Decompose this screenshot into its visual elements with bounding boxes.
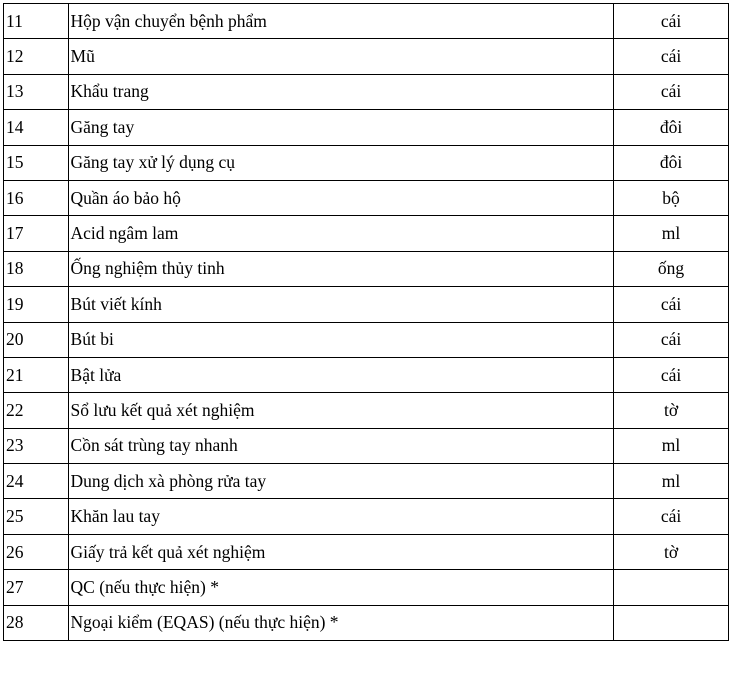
unit-cell: tờ (614, 534, 729, 569)
item-name-cell: Găng tay (68, 110, 614, 145)
unit-cell: ống (614, 251, 729, 286)
row-number-cell: 23 (4, 428, 69, 463)
row-number-cell: 15 (4, 145, 69, 180)
unit-cell: tờ (614, 393, 729, 428)
table-row (4, 180, 729, 215)
unit-cell: ml (614, 464, 729, 499)
row-number-cell: 18 (4, 251, 69, 286)
table-row (4, 216, 729, 251)
item-name-cell: Bật lửa (68, 357, 614, 392)
row-number-cell: 21 (4, 357, 69, 392)
item-name-cell: Bút bi (68, 322, 614, 357)
table-row (4, 534, 729, 569)
unit-cell: đôi (614, 145, 729, 180)
item-name-cell: Dung dịch xà phòng rửa tay (68, 464, 614, 499)
table-row (4, 145, 729, 180)
table-row (4, 39, 729, 74)
item-name-cell: QC (nếu thực hiện) * (68, 570, 614, 605)
item-name-cell: Acid ngâm lam (68, 216, 614, 251)
row-number-cell: 22 (4, 393, 69, 428)
item-name-cell: Ngoại kiểm (EQAS) (nếu thực hiện) * (68, 605, 614, 640)
unit-cell: cái (614, 287, 729, 322)
item-name-cell: Khẩu trang (68, 74, 614, 109)
row-number-cell: 11 (4, 4, 69, 39)
unit-cell: cái (614, 322, 729, 357)
unit-cell (614, 605, 729, 640)
item-name-cell: Sổ lưu kết quả xét nghiệm (68, 393, 614, 428)
unit-cell: ml (614, 216, 729, 251)
row-number-cell: 19 (4, 287, 69, 322)
unit-cell: ml (614, 428, 729, 463)
row-number-cell: 13 (4, 74, 69, 109)
table-row (4, 605, 729, 640)
unit-cell: cái (614, 39, 729, 74)
row-number-cell: 16 (4, 180, 69, 215)
table-row (4, 357, 729, 392)
table-row (4, 464, 729, 499)
item-name-cell: Cồn sát trùng tay nhanh (68, 428, 614, 463)
row-number-cell: 20 (4, 322, 69, 357)
row-number-cell: 12 (4, 39, 69, 74)
item-name-cell: Khăn lau tay (68, 499, 614, 534)
item-name-cell: Găng tay xử lý dụng cụ (68, 145, 614, 180)
row-number-cell: 24 (4, 464, 69, 499)
row-number-cell: 26 (4, 534, 69, 569)
table-row (4, 74, 729, 109)
table-row (4, 322, 729, 357)
item-name-cell: Hộp vận chuyển bệnh phẩm (68, 4, 614, 39)
unit-cell: bộ (614, 180, 729, 215)
unit-cell: cái (614, 499, 729, 534)
row-number-cell: 14 (4, 110, 69, 145)
item-name-cell: Giấy trả kết quả xét nghiệm (68, 534, 614, 569)
supplies-table-body (4, 4, 729, 641)
unit-cell: cái (614, 4, 729, 39)
table-row (4, 251, 729, 286)
table-row (4, 428, 729, 463)
unit-cell: đôi (614, 110, 729, 145)
table-row (4, 393, 729, 428)
item-name-cell: Ống nghiệm thủy tinh (68, 251, 614, 286)
unit-cell: cái (614, 357, 729, 392)
table-row (4, 110, 729, 145)
row-number-cell: 28 (4, 605, 69, 640)
table-row (4, 4, 729, 39)
unit-cell: cái (614, 74, 729, 109)
row-number-cell: 25 (4, 499, 69, 534)
item-name-cell: Mũ (68, 39, 614, 74)
item-name-cell: Quần áo bảo hộ (68, 180, 614, 215)
table-row (4, 570, 729, 605)
unit-cell (614, 570, 729, 605)
row-number-cell: 27 (4, 570, 69, 605)
supplies-table (3, 3, 729, 641)
table-row (4, 287, 729, 322)
item-name-cell: Bút viết kính (68, 287, 614, 322)
table-row (4, 499, 729, 534)
row-number-cell: 17 (4, 216, 69, 251)
